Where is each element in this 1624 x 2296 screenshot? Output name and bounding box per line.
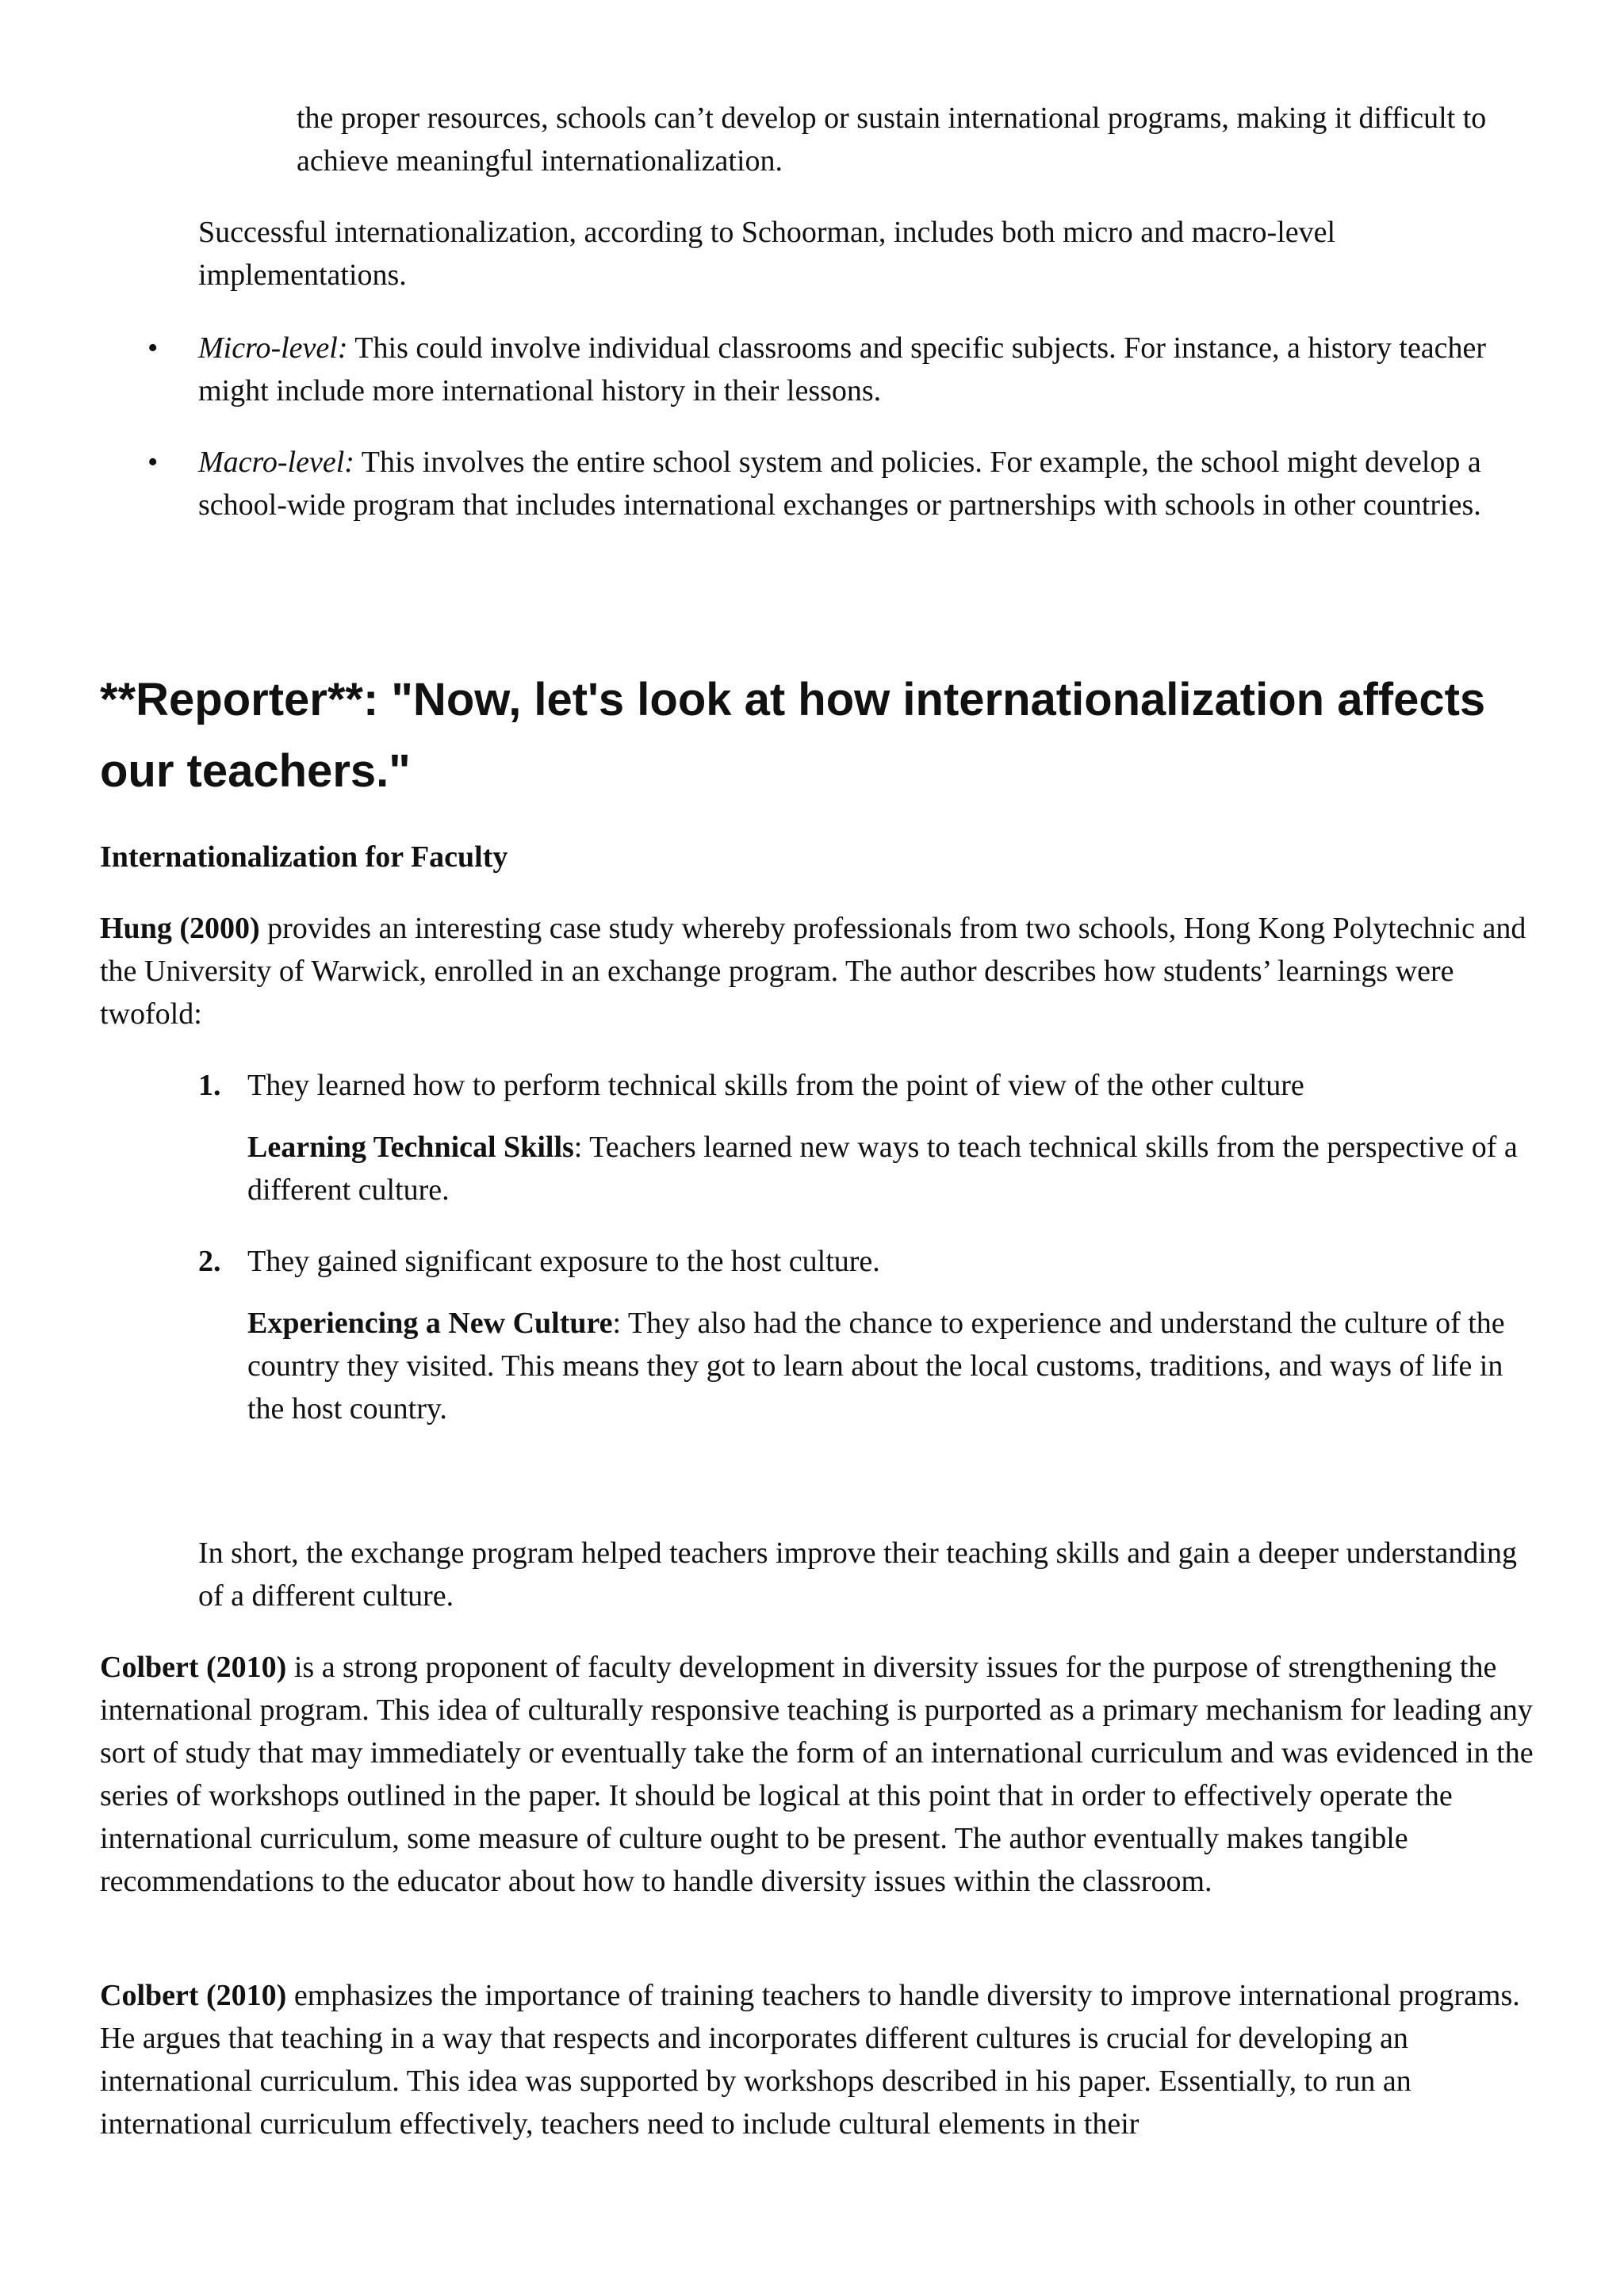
bullet-item-macro-level [198, 441, 1538, 526]
citation-author: Colbert (2010) [100, 1979, 287, 2012]
paragraph-text: is a strong proponent of faculty development in diversity issues for the purpose of strengthening the international program. This idea of culturally responsive teaching is purported as a primary mechanism for leading any sort of study that may immediately or eventually take the form of an international curriculum and was evidenced in the series of workshops outlined in the paper. It should be logical at this point that in order to effectively operate the international curriculum, some measure of culture ought to be present. The author eventually makes tangible recommendations to the educator about how to handle diversity issues within the classroom. [100, 1651, 1534, 1898]
numbered-item-text: They gained significant exposure to the host culture. [247, 1245, 880, 1278]
colbert-paragraph-1 [100, 1646, 1543, 1903]
detail-text: : They also had the chance to experience and understand the culture of the country they visited. This means they got to learn about the local customs, traditions, and ways of life in the host country. [247, 1307, 1505, 1425]
paragraph-text: emphasizes the importance of training teachers to handle diversity to improve international programs. He argues that teaching in a way that respects and incorporates different cultures is crucial for developing an international curriculum. This idea was supported by workshops described in his paper. Essentially, to run an international curriculum effectively, teachers need to include cultural elements in their [100, 1979, 1520, 2141]
continued-paragraph: the proper resources, schools can’t develop or sustain international programs, making it difficult to achieve meaningful internationalization. [297, 101, 1487, 178]
numbered-item-text: They learned how to perform technical skills from the point of view of the other culture [247, 1069, 1304, 1102]
list-number: 2. [198, 1245, 221, 1278]
bullet-label: Macro-level: [198, 446, 354, 479]
numbered-item-detail [247, 1302, 1540, 1430]
bullet-label: Micro-level: [198, 331, 348, 365]
section-subheading: Internationalization for Faculty [100, 840, 508, 874]
bullet-text: This could involve individual classrooms and specific subjects. For instance, a history teacher might include more international history in their lessons. [198, 331, 1487, 408]
hung-paragraph [100, 907, 1543, 1035]
detail-text: : Teachers learned new ways to teach technical skills from the perspective of a different culture. [247, 1131, 1518, 1207]
detail-label: Learning Technical Skills [247, 1131, 574, 1164]
successful-internationalization-paragraph: Successful internationalization, according to Schoorman, includes both micro and macro-level implementations. [198, 216, 1336, 292]
bullet-icon: • [147, 331, 159, 365]
bullet-text: This involves the entire school system and policies. For example, the school might develop a school-wide program that includes international exchanges or partnerships with schools in other countries. [198, 446, 1481, 522]
bullet-item-micro-level [198, 327, 1538, 412]
list-number: 1. [198, 1069, 221, 1102]
bullet-icon: • [147, 446, 159, 479]
reporter-heading: **Reporter**: "Now, let's look at how internationalization affects our teachers." [100, 674, 1486, 797]
citation-author: Hung (2000) [100, 912, 260, 945]
numbered-item-detail [247, 1126, 1540, 1211]
colbert-paragraph-2 [100, 1974, 1543, 2145]
paragraph-text: provides an interesting case study whereby professionals from two schools, Hong Kong Polytechnic and the University of Warwick, enrolled in an exchange program. The author describes how students’ learnings were twofold: [100, 912, 1526, 1031]
summary-paragraph: In short, the exchange program helped teachers improve their teaching skills and gain a deeper understanding of a different culture. [198, 1536, 1517, 1613]
citation-author: Colbert (2010) [100, 1651, 287, 1684]
detail-label: Experiencing a New Culture [247, 1307, 613, 1340]
